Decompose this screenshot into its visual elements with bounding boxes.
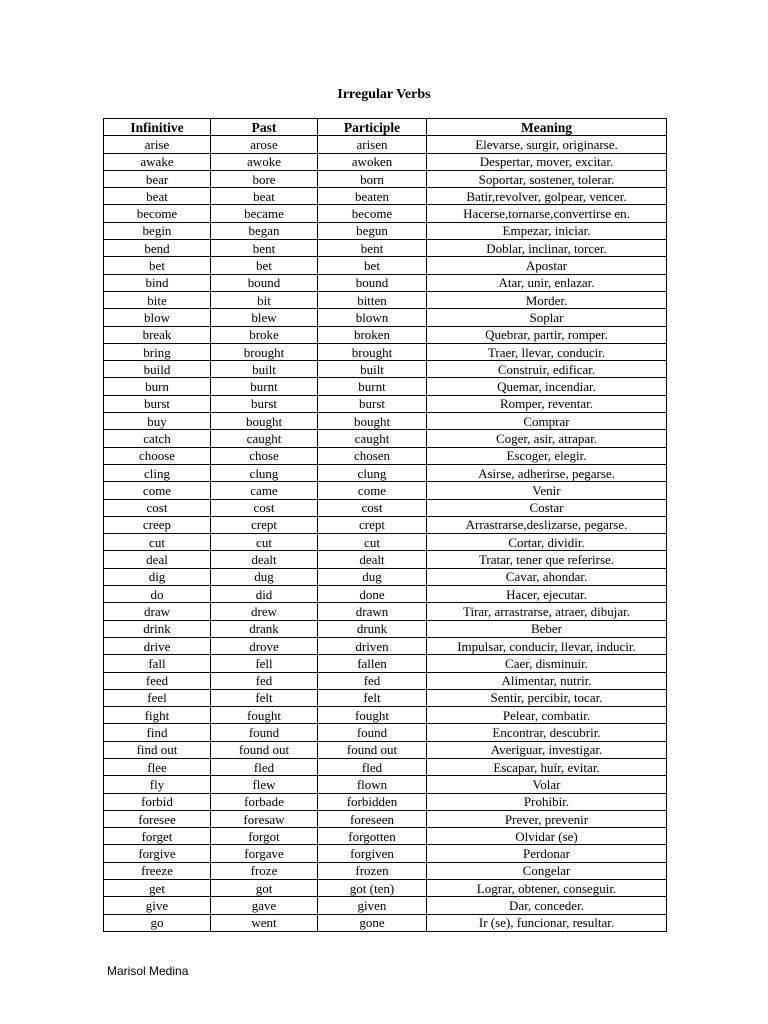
cell-past: forgave bbox=[211, 845, 318, 862]
cell-participle: built bbox=[318, 361, 427, 378]
cell-past: bought bbox=[211, 413, 318, 430]
cell-meaning: Soplar bbox=[427, 309, 667, 326]
cell-past: bound bbox=[211, 274, 318, 291]
cell-infinitive: do bbox=[104, 586, 211, 603]
table-row bbox=[104, 361, 667, 378]
cell-past: bet bbox=[211, 257, 318, 274]
cell-meaning: Coger, asir, atrapar. bbox=[427, 430, 667, 447]
cell-meaning: Tratar, tener que referirse. bbox=[427, 551, 667, 568]
cell-past: fell bbox=[211, 655, 318, 672]
table-row bbox=[104, 257, 667, 274]
cell-infinitive: catch bbox=[104, 430, 211, 447]
table-row bbox=[104, 897, 667, 914]
cell-past: fled bbox=[211, 758, 318, 775]
table-header-row bbox=[104, 119, 667, 136]
cell-infinitive: awake bbox=[104, 153, 211, 170]
cell-infinitive: forgive bbox=[104, 845, 211, 862]
cell-infinitive: beat bbox=[104, 188, 211, 205]
table-row bbox=[104, 413, 667, 430]
cell-meaning: Volar bbox=[427, 776, 667, 793]
cell-past: dug bbox=[211, 568, 318, 585]
table-row bbox=[104, 637, 667, 654]
cell-participle: begun bbox=[318, 222, 427, 239]
cell-past: cost bbox=[211, 499, 318, 516]
cell-past: bent bbox=[211, 240, 318, 257]
cell-infinitive: come bbox=[104, 482, 211, 499]
table-body bbox=[104, 136, 667, 932]
table-row bbox=[104, 793, 667, 810]
cell-meaning: Escoger, elegir. bbox=[427, 447, 667, 464]
cell-participle: given bbox=[318, 897, 427, 914]
table-row bbox=[104, 776, 667, 793]
table-row bbox=[104, 551, 667, 568]
cell-infinitive: forbid bbox=[104, 793, 211, 810]
cell-past: flew bbox=[211, 776, 318, 793]
table-row bbox=[104, 309, 667, 326]
cell-past: fed bbox=[211, 672, 318, 689]
cell-participle: fled bbox=[318, 758, 427, 775]
cell-participle: beaten bbox=[318, 188, 427, 205]
cell-past: drew bbox=[211, 603, 318, 620]
table-row bbox=[104, 828, 667, 845]
cell-participle: fed bbox=[318, 672, 427, 689]
cell-participle: drunk bbox=[318, 620, 427, 637]
cell-participle: burst bbox=[318, 395, 427, 412]
cell-participle: frozen bbox=[318, 862, 427, 879]
cell-past: found out bbox=[211, 741, 318, 758]
cell-meaning: Caer, disminuir. bbox=[427, 655, 667, 672]
cell-meaning: Atar, unir, enlazar. bbox=[427, 274, 667, 291]
cell-participle: found out bbox=[318, 741, 427, 758]
cell-past: caught bbox=[211, 430, 318, 447]
header-meaning: Meaning bbox=[427, 119, 667, 136]
cell-meaning: Prever, prevenir bbox=[427, 810, 667, 827]
cell-meaning: Romper, reventar. bbox=[427, 395, 667, 412]
cell-past: foresaw bbox=[211, 810, 318, 827]
table-row bbox=[104, 378, 667, 395]
cell-meaning: Lograr, obtener, conseguir. bbox=[427, 880, 667, 897]
table-row bbox=[104, 240, 667, 257]
cell-past: awoke bbox=[211, 153, 318, 170]
cell-participle: got (ten) bbox=[318, 880, 427, 897]
cell-past: came bbox=[211, 482, 318, 499]
cell-past: found bbox=[211, 724, 318, 741]
table-row bbox=[104, 845, 667, 862]
author-name: Marisol Medina bbox=[107, 964, 189, 978]
cell-past: chose bbox=[211, 447, 318, 464]
cell-infinitive: find out bbox=[104, 741, 211, 758]
cell-meaning: Encontrar, descubrir. bbox=[427, 724, 667, 741]
table-row bbox=[104, 188, 667, 205]
table-row bbox=[104, 880, 667, 897]
cell-infinitive: bring bbox=[104, 343, 211, 360]
cell-participle: cut bbox=[318, 534, 427, 551]
table-row bbox=[104, 326, 667, 343]
cell-infinitive: bend bbox=[104, 240, 211, 257]
cell-meaning: Despertar, mover, excitar. bbox=[427, 153, 667, 170]
cell-meaning: Pelear, combatir. bbox=[427, 707, 667, 724]
cell-infinitive: become bbox=[104, 205, 211, 222]
table-row bbox=[104, 534, 667, 551]
cell-infinitive: burn bbox=[104, 378, 211, 395]
cell-infinitive: choose bbox=[104, 447, 211, 464]
table-row bbox=[104, 274, 667, 291]
cell-participle: flown bbox=[318, 776, 427, 793]
header-infinitive: Infinitive bbox=[104, 119, 211, 136]
cell-meaning: Traer, llevar, conducir. bbox=[427, 343, 667, 360]
cell-participle: burnt bbox=[318, 378, 427, 395]
cell-meaning: Apostar bbox=[427, 257, 667, 274]
cell-infinitive: deal bbox=[104, 551, 211, 568]
table-row bbox=[104, 862, 667, 879]
cell-participle: forgiven bbox=[318, 845, 427, 862]
cell-participle: brought bbox=[318, 343, 427, 360]
cell-past: brought bbox=[211, 343, 318, 360]
table-row bbox=[104, 516, 667, 533]
cell-participle: arisen bbox=[318, 136, 427, 153]
table-row bbox=[104, 447, 667, 464]
table-row bbox=[104, 603, 667, 620]
cell-participle: clung bbox=[318, 464, 427, 481]
cell-participle: driven bbox=[318, 637, 427, 654]
cell-meaning: Beber bbox=[427, 620, 667, 637]
cell-infinitive: build bbox=[104, 361, 211, 378]
cell-infinitive: bite bbox=[104, 291, 211, 308]
cell-infinitive: drink bbox=[104, 620, 211, 637]
cell-participle: dug bbox=[318, 568, 427, 585]
cell-meaning: Elevarse, surgir, originarse. bbox=[427, 136, 667, 153]
cell-infinitive: burst bbox=[104, 395, 211, 412]
cell-meaning: Tirar, arrastrarse, atraer, dibujar. bbox=[427, 603, 667, 620]
cell-infinitive: draw bbox=[104, 603, 211, 620]
cell-meaning: Sentir, percibir, tocar. bbox=[427, 689, 667, 706]
cell-past: got bbox=[211, 880, 318, 897]
cell-participle: gone bbox=[318, 914, 427, 931]
cell-participle: foreseen bbox=[318, 810, 427, 827]
cell-participle: done bbox=[318, 586, 427, 603]
cell-meaning: Impulsar, conducir, llevar, inducir. bbox=[427, 637, 667, 654]
cell-meaning: Dar, conceder. bbox=[427, 897, 667, 914]
cell-meaning: Perdonar bbox=[427, 845, 667, 862]
cell-participle: fought bbox=[318, 707, 427, 724]
cell-past: burnt bbox=[211, 378, 318, 395]
table-row bbox=[104, 395, 667, 412]
cell-participle: cost bbox=[318, 499, 427, 516]
cell-participle: crept bbox=[318, 516, 427, 533]
cell-meaning: Averiguar, investigar. bbox=[427, 741, 667, 758]
cell-past: went bbox=[211, 914, 318, 931]
table-row bbox=[104, 914, 667, 931]
table-row bbox=[104, 707, 667, 724]
table-row bbox=[104, 810, 667, 827]
cell-meaning: Hacerse,tornarse,convertirse en. bbox=[427, 205, 667, 222]
cell-past: forbade bbox=[211, 793, 318, 810]
cell-infinitive: fight bbox=[104, 707, 211, 724]
cell-past: cut bbox=[211, 534, 318, 551]
cell-meaning: Quebrar, partir, romper. bbox=[427, 326, 667, 343]
cell-infinitive: find bbox=[104, 724, 211, 741]
cell-past: beat bbox=[211, 188, 318, 205]
table-row bbox=[104, 586, 667, 603]
cell-infinitive: feel bbox=[104, 689, 211, 706]
table-row bbox=[104, 291, 667, 308]
table-row bbox=[104, 568, 667, 585]
cell-infinitive: fall bbox=[104, 655, 211, 672]
cell-meaning: Cavar, ahondar. bbox=[427, 568, 667, 585]
cell-past: built bbox=[211, 361, 318, 378]
cell-infinitive: flee bbox=[104, 758, 211, 775]
cell-meaning: Alimentar, nutrir. bbox=[427, 672, 667, 689]
table-row bbox=[104, 724, 667, 741]
table-row bbox=[104, 205, 667, 222]
cell-participle: broken bbox=[318, 326, 427, 343]
cell-infinitive: cost bbox=[104, 499, 211, 516]
cell-infinitive: feed bbox=[104, 672, 211, 689]
table-row bbox=[104, 170, 667, 187]
cell-meaning: Hacer, ejecutar. bbox=[427, 586, 667, 603]
cell-infinitive: foresee bbox=[104, 810, 211, 827]
cell-past: fought bbox=[211, 707, 318, 724]
cell-meaning: Comprar bbox=[427, 413, 667, 430]
cell-past: drank bbox=[211, 620, 318, 637]
cell-participle: bent bbox=[318, 240, 427, 257]
cell-past: bore bbox=[211, 170, 318, 187]
cell-infinitive: freeze bbox=[104, 862, 211, 879]
irregular-verbs-table bbox=[103, 118, 667, 932]
cell-past: did bbox=[211, 586, 318, 603]
cell-meaning: Escapar, huír, evitar. bbox=[427, 758, 667, 775]
cell-infinitive: fly bbox=[104, 776, 211, 793]
cell-infinitive: bet bbox=[104, 257, 211, 274]
cell-infinitive: forget bbox=[104, 828, 211, 845]
cell-past: burst bbox=[211, 395, 318, 412]
cell-infinitive: dig bbox=[104, 568, 211, 585]
table-row bbox=[104, 222, 667, 239]
table-row bbox=[104, 689, 667, 706]
cell-participle: caught bbox=[318, 430, 427, 447]
cell-meaning: Venir bbox=[427, 482, 667, 499]
cell-meaning: Asirse, adherirse, pegarse. bbox=[427, 464, 667, 481]
cell-participle: bound bbox=[318, 274, 427, 291]
cell-participle: found bbox=[318, 724, 427, 741]
cell-infinitive: begin bbox=[104, 222, 211, 239]
cell-infinitive: cut bbox=[104, 534, 211, 551]
table-row bbox=[104, 741, 667, 758]
cell-participle: born bbox=[318, 170, 427, 187]
cell-participle: become bbox=[318, 205, 427, 222]
table-row bbox=[104, 620, 667, 637]
cell-participle: drawn bbox=[318, 603, 427, 620]
cell-participle: fallen bbox=[318, 655, 427, 672]
table-row bbox=[104, 430, 667, 447]
cell-meaning: Quemar, incendiar. bbox=[427, 378, 667, 395]
cell-meaning: Costar bbox=[427, 499, 667, 516]
table-row bbox=[104, 153, 667, 170]
cell-meaning: Construir, edificar. bbox=[427, 361, 667, 378]
cell-participle: blown bbox=[318, 309, 427, 326]
cell-infinitive: give bbox=[104, 897, 211, 914]
cell-meaning: Soportar, sostener, tolerar. bbox=[427, 170, 667, 187]
cell-participle: chosen bbox=[318, 447, 427, 464]
cell-past: broke bbox=[211, 326, 318, 343]
cell-past: felt bbox=[211, 689, 318, 706]
cell-participle: awoken bbox=[318, 153, 427, 170]
cell-infinitive: blow bbox=[104, 309, 211, 326]
cell-infinitive: bear bbox=[104, 170, 211, 187]
table-row bbox=[104, 758, 667, 775]
cell-meaning: Arrastrarse,deslizarse, pegarse. bbox=[427, 516, 667, 533]
cell-meaning: Prohibir. bbox=[427, 793, 667, 810]
cell-infinitive: creep bbox=[104, 516, 211, 533]
cell-past: gave bbox=[211, 897, 318, 914]
cell-past: drove bbox=[211, 637, 318, 654]
cell-past: crept bbox=[211, 516, 318, 533]
cell-past: clung bbox=[211, 464, 318, 481]
table-row bbox=[104, 499, 667, 516]
cell-participle: felt bbox=[318, 689, 427, 706]
table-row bbox=[104, 136, 667, 153]
cell-meaning: Ir (se), funcionar, resultar. bbox=[427, 914, 667, 931]
cell-meaning: Cortar, dividir. bbox=[427, 534, 667, 551]
cell-participle: come bbox=[318, 482, 427, 499]
table-row bbox=[104, 464, 667, 481]
cell-past: dealt bbox=[211, 551, 318, 568]
cell-past: forgot bbox=[211, 828, 318, 845]
cell-participle: forgotten bbox=[318, 828, 427, 845]
table-row bbox=[104, 672, 667, 689]
cell-infinitive: drive bbox=[104, 637, 211, 654]
cell-past: blew bbox=[211, 309, 318, 326]
cell-infinitive: break bbox=[104, 326, 211, 343]
cell-infinitive: arise bbox=[104, 136, 211, 153]
header-past: Past bbox=[211, 119, 318, 136]
cell-participle: dealt bbox=[318, 551, 427, 568]
cell-infinitive: get bbox=[104, 880, 211, 897]
cell-participle: forbidden bbox=[318, 793, 427, 810]
table-row bbox=[104, 482, 667, 499]
cell-past: froze bbox=[211, 862, 318, 879]
cell-participle: bought bbox=[318, 413, 427, 430]
cell-meaning: Empezar, iniciar. bbox=[427, 222, 667, 239]
cell-past: became bbox=[211, 205, 318, 222]
cell-infinitive: bind bbox=[104, 274, 211, 291]
header-participle: Participle bbox=[318, 119, 427, 136]
table-row bbox=[104, 655, 667, 672]
cell-participle: bitten bbox=[318, 291, 427, 308]
cell-infinitive: buy bbox=[104, 413, 211, 430]
cell-participle: bet bbox=[318, 257, 427, 274]
cell-past: began bbox=[211, 222, 318, 239]
cell-meaning: Batir,revolver, golpear, vencer. bbox=[427, 188, 667, 205]
cell-past: bit bbox=[211, 291, 318, 308]
cell-meaning: Congelar bbox=[427, 862, 667, 879]
cell-meaning: Olvidar (se) bbox=[427, 828, 667, 845]
cell-infinitive: go bbox=[104, 914, 211, 931]
page-title: Irregular Verbs bbox=[337, 87, 431, 102]
table-row bbox=[104, 343, 667, 360]
cell-meaning: Morder. bbox=[427, 291, 667, 308]
cell-infinitive: cling bbox=[104, 464, 211, 481]
cell-past: arose bbox=[211, 136, 318, 153]
cell-meaning: Doblar, inclinar, torcer. bbox=[427, 240, 667, 257]
